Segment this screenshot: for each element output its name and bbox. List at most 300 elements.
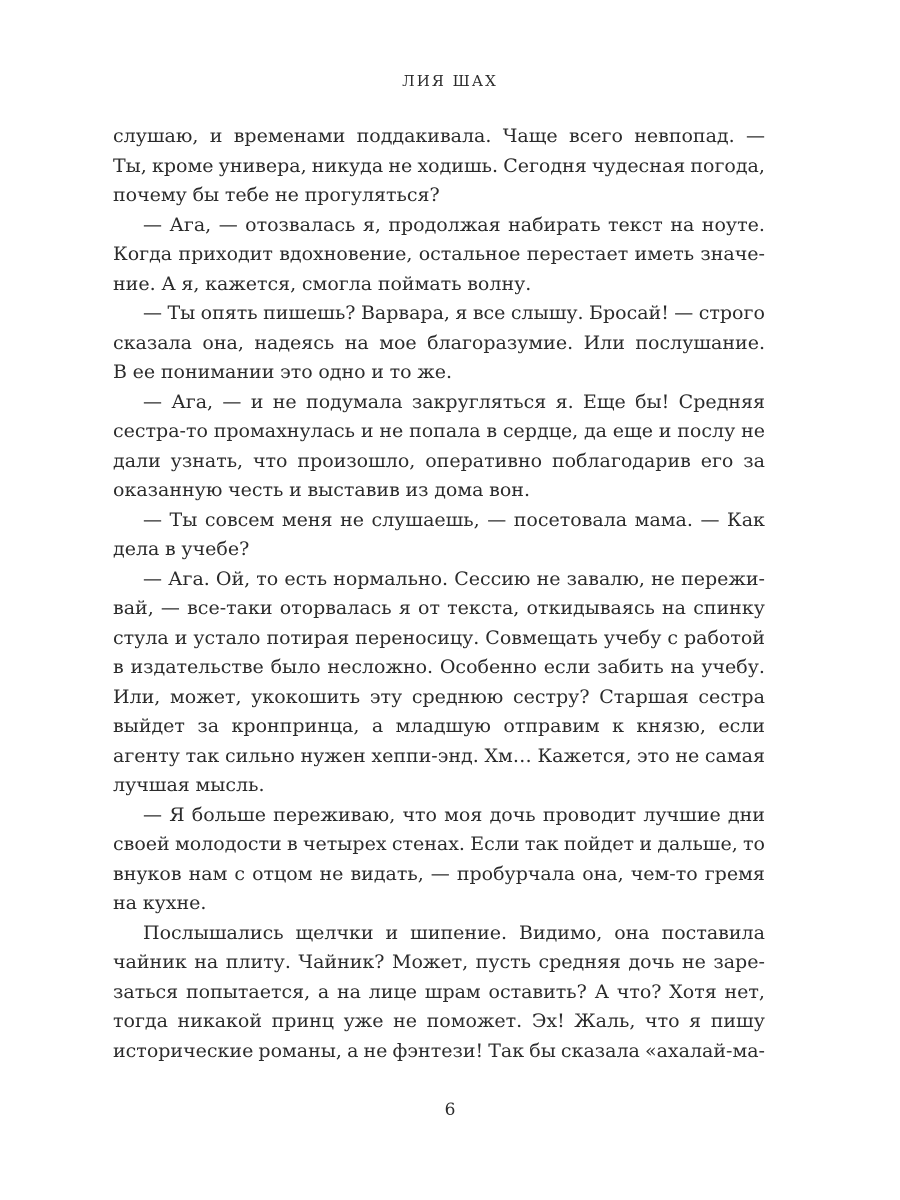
word: сестру? [512,685,590,708]
word: — [143,803,162,826]
word: сестра [698,685,765,708]
word: переносицу. [355,626,480,649]
page-number: 6 [444,1100,456,1120]
word: ее [132,361,156,383]
word: чем-то [630,862,698,885]
word: дочь [628,951,675,973]
word: а [347,1039,359,1062]
word: отозвалась [245,213,356,236]
word: понимании [160,361,275,383]
word: текста, [447,597,520,619]
word: выставив [307,479,400,501]
word: вдохновение, [279,243,413,265]
word: Чайник? [298,951,385,973]
text-line [113,476,765,506]
word: на [670,656,695,678]
word: моя [444,803,483,826]
word: оставить? [488,980,587,1003]
word: — [143,302,162,324]
word: не [393,1010,418,1032]
word: сильно [224,744,295,767]
word: и [174,626,188,649]
word: исторические [113,1039,254,1062]
word: Когда [113,243,173,265]
word: проводит [542,803,637,826]
word: Видимо, [518,921,603,944]
word: забить [597,656,664,678]
word: бы [192,184,220,206]
word: от [418,597,440,619]
word: в [286,833,298,855]
word: все-таки [187,597,273,619]
word: — [160,597,180,619]
word: фэнтези! [392,1039,484,1062]
word: если [543,656,591,678]
word: уже [343,1010,384,1032]
word: оказанную [113,479,223,501]
word: несложно. [327,656,434,678]
word: не [681,951,706,973]
word: мама. [634,508,693,531]
word: Варвара, [360,302,450,324]
word: — [218,213,238,236]
word: волну. [467,272,532,295]
text-line [113,801,765,831]
text-line [113,919,765,949]
word: Ты, [113,154,147,177]
word: поблагодарив [551,449,691,472]
word: чайник [113,951,187,973]
word: не [363,1039,388,1062]
word: лучшая [113,774,190,796]
word: — [430,862,450,885]
word: то [256,567,279,590]
word: Средняя [678,390,765,413]
word: то [389,361,412,383]
word: стенах. [391,833,465,855]
word: текст [608,213,663,236]
word: сердце, [502,420,579,442]
text-line [113,889,765,919]
word: за [743,449,765,472]
word: меня [281,508,333,531]
word: дочь [489,803,536,826]
word: а [317,980,330,1003]
word: и [209,125,223,147]
word: нет, [724,980,765,1003]
word: Кажется, [537,744,632,767]
word: пережи- [681,567,765,590]
word: поможет. [426,1010,523,1032]
word: средняя [538,951,621,973]
word: Бросай! [589,302,669,324]
word: на [662,597,687,619]
word: Хм… [484,744,532,767]
text-line [113,1037,765,1067]
word: никуда [311,154,384,177]
word: — [745,125,765,147]
word: и [250,390,264,413]
word: было [270,656,321,678]
word: погода, [690,154,765,177]
word: Старшая [599,685,689,708]
word: подумала [306,390,403,413]
word: Так [488,1039,525,1062]
word: — [674,302,694,324]
word: универа, [218,154,307,177]
word: и [360,420,374,442]
word: в [113,656,124,678]
word: тогда [113,1010,168,1032]
word: никакой [177,1010,263,1032]
word: шипение. [410,921,508,944]
word: плиту. [225,951,291,973]
word: то [743,833,765,855]
word: если [718,715,765,737]
text-line [113,771,765,801]
word: переживаю, [273,803,396,826]
word: из [405,479,429,501]
text-line [113,594,765,624]
word: послу [677,420,736,442]
word: так [524,833,559,855]
text-line [113,152,765,182]
word: тебе [224,184,270,206]
text-line [113,978,765,1008]
word: Еще [582,390,626,413]
word: набирать [508,213,601,236]
word: Чаще [502,125,558,147]
word: я. [555,390,574,413]
word: издательстве [130,656,264,678]
word: это [637,744,670,767]
word: — [143,567,162,590]
word: еще [612,420,653,442]
word: Или [583,331,625,354]
word: не [536,567,561,590]
word: вай, [113,597,154,619]
word: ноуте. [701,213,765,236]
text-line [113,358,765,388]
word: я [455,302,468,324]
word: заться [113,980,179,1003]
word: узнать, [170,449,244,472]
word: дома [434,479,484,501]
word: произошло, [297,449,416,472]
word: не [651,567,675,590]
word: Как [727,508,765,531]
word: невпопад. [634,125,735,147]
word: слушаешь, [371,508,480,531]
word: не [741,420,765,442]
word: гремя [704,862,765,885]
word: попала [409,420,481,442]
word: я [398,597,411,619]
word: да [583,420,607,442]
word: она, [582,862,624,885]
word: учебе? [181,538,250,560]
word: кухне. [142,892,207,914]
word: значе- [700,243,765,265]
word: мое [379,331,417,354]
word: все [472,302,506,324]
word: работой [683,626,765,649]
text-line [113,506,765,536]
word: дальше, [657,833,738,855]
text-line [113,417,765,447]
word: не [379,420,404,442]
word: продолжая [388,213,501,236]
word: Ага, [171,390,214,413]
word: бы [529,1039,556,1062]
word: поймать [377,272,462,295]
word: совсем [204,508,275,531]
word: шрам [424,980,481,1003]
word: не [340,508,364,531]
word: принц [271,1010,335,1032]
word: потирая [266,626,350,649]
text-line [113,388,765,418]
word: Совмещать [485,626,598,649]
word: — [700,508,720,531]
word: а [371,715,384,737]
word: и [658,420,672,442]
text-line [113,211,765,241]
word: В [113,361,127,383]
word: молодости [174,833,282,855]
word: остальное [418,243,521,265]
body-text [113,122,765,1066]
word: отправим [503,715,600,737]
word: А [161,272,176,295]
word: Ага, [169,213,212,236]
word: она, [202,331,244,354]
word: Или, [113,685,161,708]
word: агенту [113,744,180,767]
word: больше [191,803,266,826]
word: — [143,508,162,531]
word: четырех [302,833,387,855]
text-line [113,712,765,742]
word: же. [417,361,453,383]
word: Хотя [669,980,717,1003]
text-line [113,329,765,359]
word: перестает [526,243,629,265]
word: кронпринца, [231,715,360,737]
word: я, [181,272,200,295]
word: самая [704,744,765,767]
word: «ахалай-ма- [644,1039,765,1062]
word: приходит [178,243,273,265]
word: и [639,833,653,855]
word: поставила [661,921,765,944]
word: промахнулась [213,420,356,442]
word: всего [568,125,623,147]
word: может, [170,685,242,708]
word: его [700,449,734,472]
word: сестра-то [113,420,208,442]
word: Особенно [439,656,537,678]
word: попытается, [185,980,311,1003]
word: в [165,538,176,560]
word: нормально. [333,567,449,590]
word: Может, [391,951,469,973]
text-line [113,299,765,329]
text-line [113,1007,765,1037]
word: строго [698,302,765,324]
word: слушаю, [113,125,199,147]
word: и [385,921,399,944]
word: Ага. [168,567,210,590]
word: на [113,892,137,914]
word: временами [233,125,346,147]
text-line [113,122,765,152]
text-line [113,742,765,772]
text-line [113,270,765,300]
word: Ты [169,508,198,531]
word: слышу. [510,302,584,324]
word: дела [113,538,160,560]
word: спинку [693,597,765,619]
word: Эх! [531,1010,565,1032]
word: откидываясь [526,597,655,619]
word: князю, [636,715,706,737]
word: не [675,744,700,767]
word: что [402,803,437,826]
word: одно [318,361,366,383]
word: укокошить [251,685,361,708]
word: хеппи-энд. [371,744,479,767]
word: не [274,184,299,206]
word: заре- [713,951,765,973]
word: своей [113,833,170,855]
text-line [113,535,765,565]
word: учебу. [701,656,765,678]
text-line [113,565,765,595]
text-line [113,860,765,890]
word: не [388,154,413,177]
text-line [113,181,765,211]
word: пробурчала [456,862,576,885]
word: учебу [603,626,662,649]
word: дни [727,803,765,826]
word: отцом [252,862,313,885]
word: лице [368,980,417,1003]
word: ние. [113,272,156,295]
text-line [113,948,765,978]
text-line [113,830,765,860]
word: прогуляться? [304,184,440,206]
word: закругляться [411,390,547,413]
word: среднюю [411,685,504,708]
word: в [486,420,498,442]
word: опять [200,302,258,324]
word: Ты [167,302,196,324]
word: на [670,213,695,236]
word: — [143,390,162,413]
word: так [185,744,220,767]
word: — [222,390,242,413]
word: пишу [710,1010,765,1032]
word: мысль. [195,774,265,796]
word: внуков [113,862,182,885]
word: надеясь [254,331,335,354]
word: сказала [560,1039,640,1062]
text-line [113,653,765,683]
word: романы, [258,1039,342,1062]
word: пусть [475,951,531,973]
word: кажется, [205,272,297,295]
word: — [487,508,507,531]
word: выйдет [113,715,185,737]
word: посетовала [513,508,628,531]
text-line [113,624,765,654]
word: послушание. [635,331,765,354]
word: младшую [395,715,491,737]
word: видать, [350,862,424,885]
word: с [667,626,678,649]
word: Я [169,803,185,826]
word: с [234,862,246,885]
word: я, [362,213,381,236]
word: смогла [301,272,373,295]
word: я [689,1010,702,1032]
word: что [645,1010,680,1032]
word: стула [113,626,169,649]
word: не [319,862,344,885]
text-line [113,447,765,477]
word: благоразумие. [427,331,574,354]
word: на [337,980,362,1003]
word: на [194,951,219,973]
text-line [113,683,765,713]
word: устало [193,626,261,649]
word: Если [470,833,520,855]
word: завалю, [566,567,645,590]
word: сказала [113,331,192,354]
word: она [614,921,650,944]
word: что? [616,980,662,1003]
word: не [272,390,297,413]
word: пишешь? [263,302,356,324]
word: иметь [634,243,695,265]
word: Сессию [454,567,531,590]
word: пойдет [563,833,635,855]
word: оторвалась [279,597,392,619]
word: лучшие [643,803,721,826]
word: А [594,980,609,1003]
word: нам [188,862,228,885]
word: к [612,715,624,737]
word: Ой, [215,567,251,590]
word: честь [228,479,284,501]
word: кроме [152,154,214,177]
word: ходишь. [417,154,499,177]
word: на [344,331,369,354]
word: чудесная [591,154,686,177]
word: дали [113,449,161,472]
word: это [280,361,313,383]
word: эту [369,685,403,708]
word: оперативно [425,449,543,472]
word: почему [113,184,187,206]
word: и [371,361,384,383]
word: Послышались [143,921,284,944]
word: поддакивала. [356,125,492,147]
running-head: ЛИЯ ШАХ [402,72,498,90]
word: Жаль, [574,1010,636,1032]
word: Сегодня [503,154,587,177]
